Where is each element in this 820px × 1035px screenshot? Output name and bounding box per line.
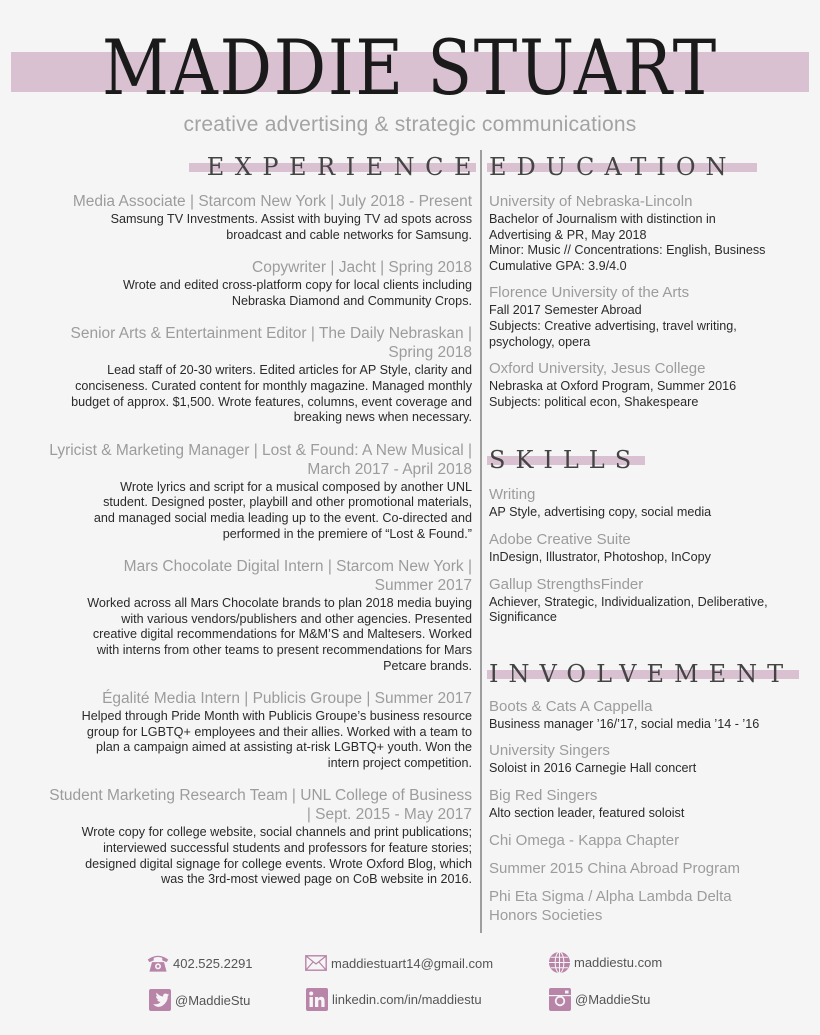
involvement-item bbox=[489, 786, 804, 822]
desc-line: Wrote lyrics and script for a musical composed by another UNL bbox=[120, 479, 472, 494]
involvement-item bbox=[489, 741, 804, 777]
job-title: Media Associate | Starcom New York | July 2018 - Present bbox=[72, 193, 472, 210]
desc-line: AP Style, advertising copy, social media bbox=[489, 505, 712, 520]
desc-line: student. Designed poster, playbill and other promotional materials, bbox=[103, 495, 472, 510]
job-title-cont: Spring 2018 bbox=[388, 344, 472, 362]
entry-description bbox=[489, 303, 804, 350]
entry-description bbox=[489, 550, 804, 566]
desc-line: designed digital signage for college events. Wrote Oxford Blog, which bbox=[85, 856, 472, 871]
desc-line: Nebraska at Oxford Program, Summer 2016 bbox=[489, 379, 737, 394]
desc-line: Worked across all Mars Chocolate brands to plan 2018 media buying bbox=[87, 596, 472, 611]
entry-description bbox=[489, 761, 804, 777]
contact-email[interactable]: maddiestuart14@gmail.com bbox=[304, 952, 493, 974]
skill-item bbox=[489, 575, 804, 626]
desc-line: group for LGBTQ+ employees and their allies. Worked with a team to bbox=[86, 724, 472, 739]
experience-item bbox=[20, 324, 472, 425]
experience-column bbox=[20, 150, 482, 903]
desc-line: Wrote copy for college website, social channels and print publications; bbox=[81, 825, 472, 840]
involvement-item bbox=[489, 859, 804, 878]
experience-heading: EXPERIENCE bbox=[207, 150, 472, 184]
involvement-item bbox=[489, 831, 804, 850]
right-column bbox=[489, 150, 804, 934]
tagline: creative advertising & strategic communications bbox=[183, 113, 637, 136]
desc-line: Fall 2017 Semester Abroad bbox=[489, 303, 642, 318]
entry-title: Writing bbox=[489, 486, 536, 504]
contact-website[interactable]: maddiestu.com bbox=[547, 951, 662, 973]
skill-item bbox=[489, 530, 804, 566]
job-description bbox=[20, 278, 472, 309]
contact-instagram[interactable]: @MaddieStu bbox=[548, 988, 650, 1010]
candidate-name: MADDIE STUART bbox=[102, 23, 718, 112]
desc-line: intern project competition. bbox=[327, 755, 472, 770]
involvement-heading: INVOLVEMENT bbox=[489, 657, 793, 691]
job-title-cont: Summer 2017 bbox=[374, 577, 472, 595]
desc-line: breaking news when necessary. bbox=[293, 410, 472, 425]
job-title: Égalité Media Intern | Publicis Groupe | Summer 2017 bbox=[102, 690, 472, 708]
desc-line: Lead staff of 20-30 writers. Edited articles for AP Style, clarity and bbox=[107, 363, 472, 378]
entry-title: Chi Omega - Kappa Chapter bbox=[489, 831, 680, 849]
desc-line: Samsung TV Investments. Assist with buying TV ad spots across bbox=[110, 212, 472, 226]
skills-list bbox=[489, 485, 804, 625]
entry-title-cont: Honors Societies bbox=[489, 906, 603, 924]
entry-title: Phi Eta Sigma / Alpha Lambda Delta bbox=[489, 887, 732, 905]
experience-item bbox=[20, 557, 472, 674]
desc-line: psychology, opera bbox=[489, 334, 591, 349]
entry-description bbox=[489, 595, 804, 626]
twitter-icon bbox=[148, 989, 172, 1011]
instagram-icon bbox=[548, 988, 572, 1010]
job-title: Copywriter | Jacht | Spring 2018 bbox=[252, 259, 472, 277]
experience-list bbox=[20, 192, 472, 888]
desc-line: Advertising & PR, May 2018 bbox=[489, 227, 647, 242]
desc-line: Nebraska Diamond and Community Crops. bbox=[231, 293, 472, 308]
desc-line: broadcast and cable networks for Samsung. bbox=[226, 227, 472, 242]
skill-item bbox=[489, 485, 804, 521]
desc-line: Minor: Music // Concentrations: English, Business bbox=[489, 243, 766, 258]
desc-line: Cumulative GPA: 3.9/4.0 bbox=[489, 258, 627, 273]
job-title: Student Marketing Research Team | UNL College of Business bbox=[49, 787, 472, 805]
desc-line: Wrote and edited cross-platform copy for local clients including bbox=[122, 278, 472, 293]
desc-line: interviewed successful students and professors for feature stories; bbox=[103, 841, 472, 856]
desc-line: Petcare brands. bbox=[383, 658, 472, 673]
job-description bbox=[20, 480, 472, 542]
desc-line: Helped through Pride Month with Publicis Groupe’s business resource bbox=[81, 709, 472, 724]
education-item bbox=[489, 359, 804, 410]
job-description bbox=[20, 596, 472, 674]
desc-line: Alto section leader, featured soloist bbox=[489, 805, 685, 820]
job-description bbox=[20, 212, 472, 243]
involvement-item bbox=[489, 697, 804, 733]
desc-line: conciseness. Curated content for monthly magazine. Managed monthly bbox=[75, 378, 472, 393]
entry-title: Summer 2015 China Abroad Program bbox=[489, 859, 740, 877]
skills-heading: SKILLS bbox=[489, 443, 641, 477]
desc-line: with various vendors/publishers and other agencies. Presented bbox=[121, 611, 472, 626]
experience-item bbox=[20, 192, 472, 243]
entry-description bbox=[489, 717, 804, 733]
job-title: Senior Arts & Entertainment Editor | The Daily Nebraskan | bbox=[70, 325, 472, 343]
education-item bbox=[489, 192, 804, 274]
entry-description bbox=[489, 379, 804, 410]
entry-title: Gallup StrengthsFinder bbox=[489, 575, 644, 593]
desc-line: Bachelor of Journalism with distinction in bbox=[489, 212, 716, 226]
contact-twitter[interactable]: @MaddieStu bbox=[148, 989, 250, 1011]
entry-description bbox=[489, 212, 804, 274]
linkedin-icon bbox=[305, 988, 329, 1010]
mail-icon bbox=[304, 952, 328, 974]
contact-linkedin[interactable]: linkedin.com/in/maddiestu bbox=[305, 988, 482, 1010]
entry-title: Big Red Singers bbox=[489, 786, 598, 804]
desc-line: Business manager ’16/’17, social media ’14 - ’16 bbox=[489, 716, 760, 731]
desc-line: budget of approx. $1,500. Wrote features, columns, event coverage and bbox=[71, 394, 472, 409]
entry-title: Boots & Cats A Cappella bbox=[489, 697, 653, 715]
desc-line: Subjects: political econ, Shakespeare bbox=[489, 394, 699, 409]
involvement-list bbox=[489, 697, 804, 925]
desc-line: with interns from other teams to present recommendations for Mars bbox=[96, 642, 472, 657]
job-description bbox=[20, 709, 472, 771]
entry-description bbox=[489, 806, 804, 822]
desc-line: was the 3rd-most viewed page on CoB website in 2016. bbox=[161, 872, 472, 887]
entry-title: Florence University of the Arts bbox=[489, 284, 690, 302]
education-list bbox=[489, 192, 804, 410]
job-title-cont: March 2017 - April 2018 bbox=[307, 460, 472, 478]
entry-description bbox=[489, 505, 804, 521]
job-description bbox=[20, 825, 472, 887]
desc-line: performed in the premiere of “Lost & Found.” bbox=[222, 526, 472, 541]
education-heading: EDUCATION bbox=[489, 150, 737, 184]
desc-line: Subjects: Creative advertising, travel writing, bbox=[489, 318, 737, 333]
job-title: Lyricist & Marketing Manager | Lost & Found: A New Musical | bbox=[49, 441, 472, 459]
entry-title: University Singers bbox=[489, 742, 610, 760]
experience-item bbox=[20, 258, 472, 309]
phone-icon bbox=[146, 952, 170, 974]
desc-line: creative digital recommendations for M&M’S and Maltesers. Worked bbox=[92, 627, 472, 642]
desc-line: Significance bbox=[489, 610, 557, 625]
column-divider bbox=[480, 150, 482, 933]
desc-line: Achiever, Strategic, Individualization, Deliberative, bbox=[489, 594, 768, 609]
experience-item bbox=[20, 689, 472, 771]
job-title: Mars Chocolate Digital Intern | Starcom New York | bbox=[123, 558, 472, 576]
desc-line: and managed social media leading up to the event. Co-directed and bbox=[93, 510, 472, 525]
desc-line: Soloist in 2016 Carnegie Hall concert bbox=[489, 761, 697, 776]
involvement-item bbox=[489, 887, 804, 925]
entry-title: Adobe Creative Suite bbox=[489, 530, 631, 548]
contact-phone[interactable]: 402.525.2291 bbox=[146, 952, 253, 974]
entry-title: Oxford University, Jesus College bbox=[489, 360, 706, 378]
education-item bbox=[489, 283, 804, 350]
experience-item bbox=[20, 441, 472, 542]
desc-line: plan a campaign aimed at assisting at-risk LGBTQ+ youth. Won the bbox=[95, 740, 472, 755]
entry-title: University of Nebraska-Lincoln bbox=[489, 193, 693, 210]
job-description bbox=[20, 363, 472, 425]
desc-line: InDesign, Illustrator, Photoshop, InCopy bbox=[489, 549, 711, 564]
globe-icon bbox=[547, 951, 571, 973]
experience-item bbox=[20, 786, 472, 887]
job-title-cont: | Sept. 2015 - May 2017 bbox=[306, 806, 472, 824]
